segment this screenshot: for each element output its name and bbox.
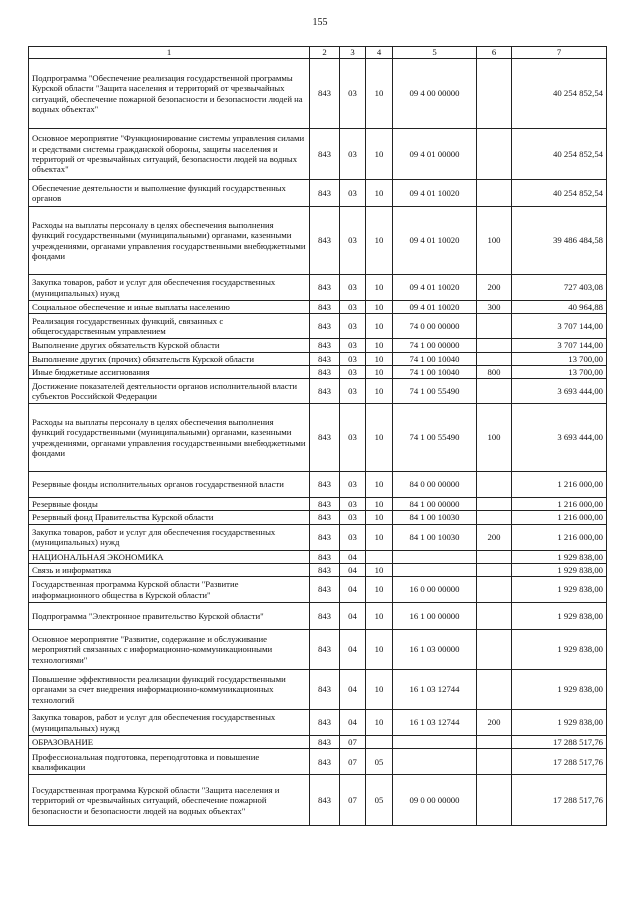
- row-target-article: [393, 736, 477, 749]
- table-row: [29, 301, 607, 314]
- row-amount: 1 929 838,00: [512, 550, 607, 563]
- table-row: [29, 511, 607, 524]
- row-section: 03: [340, 301, 366, 314]
- row-amount: 1 216 000,00: [512, 472, 607, 498]
- row-target-article: 09 4 01 00000: [393, 129, 477, 180]
- row-amount: 17 288 517,76: [512, 775, 607, 826]
- row-target-article: 09 0 00 00000: [393, 775, 477, 826]
- row-expense-type: [477, 577, 512, 603]
- row-target-article: [393, 749, 477, 775]
- row-admin-code: 843: [310, 275, 340, 301]
- row-admin-code: 843: [310, 472, 340, 498]
- row-target-article: 84 1 00 10030: [393, 511, 477, 524]
- row-expense-type: [477, 339, 512, 352]
- row-admin-code: 843: [310, 749, 340, 775]
- row-admin-code: 843: [310, 498, 340, 511]
- row-subsection: 10: [366, 710, 393, 736]
- row-amount: 40 254 852,54: [512, 129, 607, 180]
- row-subsection: 10: [366, 511, 393, 524]
- row-expense-type: [477, 379, 512, 404]
- row-name: Реализация государственных функций, связанных с общегосударственным управлением: [29, 314, 310, 339]
- row-subsection: 10: [366, 404, 393, 472]
- row-name: Государственная программа Курской области "Развитие информационного общества в Курской области": [29, 577, 310, 603]
- row-target-article: 16 1 03 00000: [393, 630, 477, 670]
- table-row: [29, 275, 607, 301]
- row-expense-type: [477, 603, 512, 630]
- row-expense-type: [477, 472, 512, 498]
- row-subsection: 10: [366, 563, 393, 576]
- row-section: 03: [340, 498, 366, 511]
- table-header: [29, 47, 607, 59]
- row-name: Резервные фонды исполнительных органов государственной власти: [29, 472, 310, 498]
- row-amount: 1 216 000,00: [512, 498, 607, 511]
- row-subsection: 10: [366, 275, 393, 301]
- row-name: Подпрограмма "Обеспечение реализация государственной программы Курской области "Защита населения и территорий от чрезвычайных ситуаций, обеспечение пожарной безопасности и безопасности людей на водных объектах": [29, 59, 310, 129]
- row-expense-type: [477, 511, 512, 524]
- row-amount: 13 700,00: [512, 365, 607, 378]
- row-section: 03: [340, 339, 366, 352]
- row-target-article: 74 1 00 55490: [393, 404, 477, 472]
- row-subsection: 10: [366, 180, 393, 207]
- row-subsection: 10: [366, 339, 393, 352]
- row-amount: 39 486 484,58: [512, 207, 607, 275]
- row-admin-code: 843: [310, 352, 340, 365]
- row-section: 04: [340, 603, 366, 630]
- row-name: Закупка товаров, работ и услуг для обеспечения государственных (муниципальных) нужд: [29, 524, 310, 550]
- row-expense-type: 100: [477, 207, 512, 275]
- row-section: 04: [340, 550, 366, 563]
- row-amount: 3 693 444,00: [512, 404, 607, 472]
- row-target-article: 84 1 00 10030: [393, 524, 477, 550]
- row-amount: 40 254 852,54: [512, 59, 607, 129]
- row-expense-type: [477, 630, 512, 670]
- row-name: Профессиональная подготовка, переподготовка и повышение квалификации: [29, 749, 310, 775]
- row-section: 07: [340, 736, 366, 749]
- row-target-article: 84 1 00 00000: [393, 498, 477, 511]
- row-amount: 40 254 852,54: [512, 180, 607, 207]
- row-name: Иные бюджетные ассигнования: [29, 365, 310, 378]
- table-row: [29, 404, 607, 472]
- row-amount: 13 700,00: [512, 352, 607, 365]
- row-subsection: 10: [366, 59, 393, 129]
- row-expense-type: [477, 775, 512, 826]
- row-amount: 1 929 838,00: [512, 563, 607, 576]
- table-row: [29, 550, 607, 563]
- row-amount: 1 929 838,00: [512, 603, 607, 630]
- row-target-article: 09 4 01 10020: [393, 207, 477, 275]
- row-admin-code: 843: [310, 314, 340, 339]
- row-amount: 1 929 838,00: [512, 577, 607, 603]
- row-expense-type: [477, 129, 512, 180]
- row-target-article: 74 1 00 55490: [393, 379, 477, 404]
- table-row: [29, 749, 607, 775]
- row-admin-code: 843: [310, 630, 340, 670]
- row-subsection: 10: [366, 301, 393, 314]
- row-expense-type: [477, 314, 512, 339]
- table-row: [29, 524, 607, 550]
- row-amount: 3 707 144,00: [512, 314, 607, 339]
- row-expense-type: [477, 352, 512, 365]
- row-name: Обеспечение деятельности и выполнение функций государственных органов: [29, 180, 310, 207]
- row-name: Социальное обеспечение и иные выплаты населению: [29, 301, 310, 314]
- row-subsection: 10: [366, 630, 393, 670]
- row-name: Резервный фонд Правительства Курской области: [29, 511, 310, 524]
- row-admin-code: 843: [310, 710, 340, 736]
- row-amount: 1 216 000,00: [512, 511, 607, 524]
- row-expense-type: 200: [477, 710, 512, 736]
- row-subsection: 10: [366, 314, 393, 339]
- table-row: [29, 563, 607, 576]
- column-header: 1: [29, 47, 310, 59]
- row-name: Основное мероприятие "Развитие, содержание и обслуживание мероприятий связанных с информационно-коммуникационными технологиями": [29, 630, 310, 670]
- row-target-article: 16 1 00 00000: [393, 603, 477, 630]
- row-target-article: 09 4 01 10020: [393, 180, 477, 207]
- column-header: 5: [393, 47, 477, 59]
- row-admin-code: 843: [310, 550, 340, 563]
- row-section: 03: [340, 180, 366, 207]
- row-amount: 1 216 000,00: [512, 524, 607, 550]
- row-target-article: [393, 550, 477, 563]
- row-subsection: [366, 736, 393, 749]
- row-admin-code: 843: [310, 603, 340, 630]
- row-expense-type: 200: [477, 524, 512, 550]
- row-expense-type: [477, 498, 512, 511]
- table-row: [29, 59, 607, 129]
- row-target-article: 16 0 00 00000: [393, 577, 477, 603]
- row-target-article: 84 0 00 00000: [393, 472, 477, 498]
- table-body: [29, 59, 607, 826]
- row-section: 03: [340, 472, 366, 498]
- table-row: [29, 314, 607, 339]
- row-section: 04: [340, 670, 366, 710]
- row-admin-code: 843: [310, 301, 340, 314]
- table-row: [29, 630, 607, 670]
- row-admin-code: 843: [310, 207, 340, 275]
- table-row: [29, 498, 607, 511]
- row-subsection: 10: [366, 365, 393, 378]
- row-target-article: 74 1 00 10040: [393, 365, 477, 378]
- row-name: Основное мероприятие "Функционирование системы управления силами и средствами системы гражданской обороны, защиты населения и территорий от чрезвычайных ситуаций, безопасности людей на водных объектах": [29, 129, 310, 180]
- row-section: 03: [340, 365, 366, 378]
- row-section: 03: [340, 129, 366, 180]
- row-expense-type: [477, 59, 512, 129]
- table-row: [29, 577, 607, 603]
- row-amount: 1 929 838,00: [512, 670, 607, 710]
- row-subsection: 05: [366, 775, 393, 826]
- row-admin-code: 843: [310, 180, 340, 207]
- row-subsection: 10: [366, 472, 393, 498]
- table-row: [29, 352, 607, 365]
- row-name: НАЦИОНАЛЬНАЯ ЭКОНОМИКА: [29, 550, 310, 563]
- row-subsection: 10: [366, 129, 393, 180]
- row-section: 03: [340, 275, 366, 301]
- table-row: [29, 180, 607, 207]
- row-name: Достижение показателей деятельности органов исполнительной власти субъектов Российской Федерации: [29, 379, 310, 404]
- table-row: [29, 775, 607, 826]
- row-admin-code: 843: [310, 775, 340, 826]
- row-name: Расходы на выплаты персоналу в целях обеспечения выполнения функций государственными (муниципальными) органами, казенными учреждениями, органами управления государственными внебюджетными фондами: [29, 207, 310, 275]
- column-header: 4: [366, 47, 393, 59]
- row-admin-code: 843: [310, 670, 340, 710]
- page-number: 155: [312, 17, 328, 28]
- row-target-article: 16 1 03 12744: [393, 670, 477, 710]
- row-subsection: 10: [366, 352, 393, 365]
- row-admin-code: 843: [310, 577, 340, 603]
- table-row: [29, 603, 607, 630]
- row-section: 03: [340, 524, 366, 550]
- row-amount: 3 707 144,00: [512, 339, 607, 352]
- row-target-article: 09 4 01 10020: [393, 275, 477, 301]
- row-target-article: 74 1 00 00000: [393, 339, 477, 352]
- column-header: 3: [340, 47, 366, 59]
- row-subsection: 10: [366, 577, 393, 603]
- column-header: 7: [512, 47, 607, 59]
- row-expense-type: [477, 180, 512, 207]
- row-section: 04: [340, 577, 366, 603]
- row-admin-code: 843: [310, 59, 340, 129]
- row-name: Закупка товаров, работ и услуг для обеспечения государственных (муниципальных) нужд: [29, 710, 310, 736]
- row-section: 04: [340, 630, 366, 670]
- table-row: [29, 670, 607, 710]
- row-admin-code: 843: [310, 365, 340, 378]
- row-subsection: 10: [366, 207, 393, 275]
- row-amount: 1 929 838,00: [512, 630, 607, 670]
- table-row: [29, 379, 607, 404]
- row-subsection: 10: [366, 603, 393, 630]
- row-section: 03: [340, 207, 366, 275]
- row-target-article: [393, 563, 477, 576]
- row-section: 04: [340, 710, 366, 736]
- row-name: Повышение эффективности реализации функций государственными органами за счет внедрения информационно-коммуникационных технологий: [29, 670, 310, 710]
- row-expense-type: [477, 749, 512, 775]
- row-subsection: 10: [366, 524, 393, 550]
- row-section: 07: [340, 775, 366, 826]
- row-admin-code: 843: [310, 339, 340, 352]
- budget-table: [28, 46, 607, 826]
- row-name: Выполнение других (прочих) обязательств Курской области: [29, 352, 310, 365]
- row-expense-type: [477, 670, 512, 710]
- row-section: 03: [340, 404, 366, 472]
- row-name: Государственная программа Курской области "Защита населения и территорий от чрезвычайных ситуаций, обеспечение пожарной безопасности и безопасности людей на водных объектах": [29, 775, 310, 826]
- row-admin-code: 843: [310, 563, 340, 576]
- row-expense-type: 300: [477, 301, 512, 314]
- row-section: 03: [340, 511, 366, 524]
- header-row: [29, 47, 607, 59]
- row-admin-code: 843: [310, 524, 340, 550]
- row-admin-code: 843: [310, 129, 340, 180]
- row-section: 04: [340, 563, 366, 576]
- row-subsection: 05: [366, 749, 393, 775]
- row-target-article: 16 1 03 12744: [393, 710, 477, 736]
- row-amount: 17 288 517,76: [512, 736, 607, 749]
- row-amount: 727 403,08: [512, 275, 607, 301]
- row-admin-code: 843: [310, 736, 340, 749]
- row-section: 03: [340, 352, 366, 365]
- row-amount: 17 288 517,76: [512, 749, 607, 775]
- row-name: Связь и информатика: [29, 563, 310, 576]
- row-target-article: 09 4 00 00000: [393, 59, 477, 129]
- row-name: Резервные фонды: [29, 498, 310, 511]
- row-name: ОБРАЗОВАНИЕ: [29, 736, 310, 749]
- row-subsection: 10: [366, 379, 393, 404]
- row-target-article: 09 4 01 10020: [393, 301, 477, 314]
- row-amount: 40 964,88: [512, 301, 607, 314]
- row-section: 03: [340, 379, 366, 404]
- row-section: 07: [340, 749, 366, 775]
- row-name: Выполнение других обязательств Курской области: [29, 339, 310, 352]
- row-expense-type: 200: [477, 275, 512, 301]
- column-header: 6: [477, 47, 512, 59]
- row-section: 03: [340, 314, 366, 339]
- table-row: [29, 472, 607, 498]
- row-subsection: [366, 550, 393, 563]
- row-expense-type: 800: [477, 365, 512, 378]
- row-expense-type: [477, 736, 512, 749]
- row-target-article: 74 1 00 10040: [393, 352, 477, 365]
- table-row: [29, 339, 607, 352]
- table-row: [29, 129, 607, 180]
- table-row: [29, 710, 607, 736]
- row-admin-code: 843: [310, 379, 340, 404]
- row-expense-type: [477, 563, 512, 576]
- row-name: Подпрограмма "Электронное правительство Курской области": [29, 603, 310, 630]
- row-admin-code: 843: [310, 511, 340, 524]
- row-name: Закупка товаров, работ и услуг для обеспечения государственных (муниципальных) нужд: [29, 275, 310, 301]
- row-expense-type: [477, 550, 512, 563]
- table-row: [29, 736, 607, 749]
- row-admin-code: 843: [310, 404, 340, 472]
- table-row: [29, 207, 607, 275]
- column-header: 2: [310, 47, 340, 59]
- row-name: Расходы на выплаты персоналу в целях обеспечения выполнения функций государственными (муниципальными) органами, казенными учреждениями, органами управления государственными внебюджетными фондами: [29, 404, 310, 472]
- row-subsection: 10: [366, 498, 393, 511]
- row-amount: 3 693 444,00: [512, 379, 607, 404]
- row-subsection: 10: [366, 670, 393, 710]
- row-expense-type: 100: [477, 404, 512, 472]
- row-amount: 1 929 838,00: [512, 710, 607, 736]
- row-target-article: 74 0 00 00000: [393, 314, 477, 339]
- row-section: 03: [340, 59, 366, 129]
- table-row: [29, 365, 607, 378]
